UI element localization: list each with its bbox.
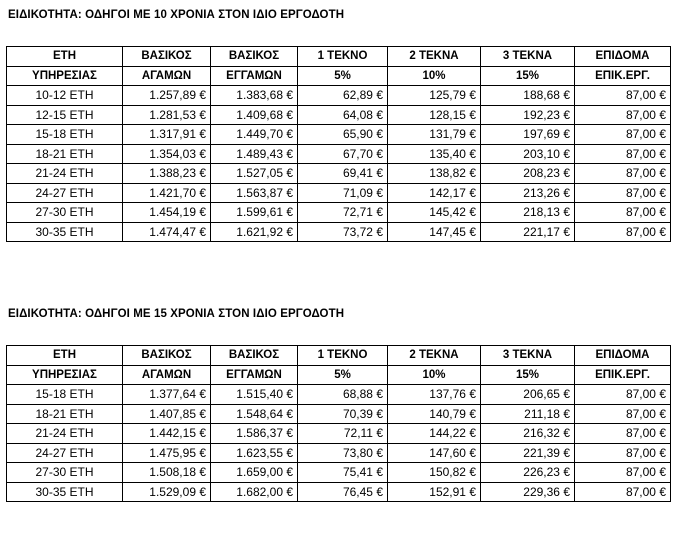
children-3-allowance-cell: 203,10 € [481,144,575,164]
years-of-service-cell: 30-35 ΕΤΗ [7,222,123,242]
hazard-allowance-cell: 87,00 € [575,424,671,444]
hazard-allowance-cell: 87,00 € [575,203,671,223]
column-header-years-of-service: ΕΤΗ [7,346,123,366]
years-of-service-cell: 30-35 ΕΤΗ [7,482,123,502]
basic-salary-married-cell: 1.515,40 € [211,385,298,405]
children-2-allowance-cell: 135,40 € [388,144,481,164]
basic-salary-single-cell: 1.508,18 € [123,463,211,483]
children-2-allowance-cell: 137,76 € [388,385,481,405]
basic-salary-single-cell: 1.454,19 € [123,203,211,223]
table-header-row [7,346,671,366]
column-header-basic-salary-married: ΒΑΣΙΚΟΣ [211,346,298,366]
child-1-allowance-cell: 72,11 € [298,424,388,444]
children-3-allowance-cell: 221,17 € [481,222,575,242]
basic-salary-single-cell: 1.281,53 € [123,105,211,125]
table-header-row [7,66,671,86]
basic-salary-married-cell: 1.586,37 € [211,424,298,444]
basic-salary-married-cell: 1.623,55 € [211,443,298,463]
table-row [7,203,671,223]
hazard-allowance-cell: 87,00 € [575,222,671,242]
child-1-allowance-cell: 64,08 € [298,105,388,125]
column-header-hazard-allowance: ΕΠΙΔΟΜΑ [575,346,671,366]
basic-salary-single-cell: 1.354,03 € [123,144,211,164]
basic-salary-single-cell: 1.377,64 € [123,385,211,405]
children-2-allowance-cell: 140,79 € [388,404,481,424]
children-2-allowance-cell: 125,79 € [388,86,481,106]
basic-salary-single-cell: 1.388,23 € [123,164,211,184]
hazard-allowance-cell: 87,00 € [575,164,671,184]
child-1-allowance-cell: 73,80 € [298,443,388,463]
basic-salary-married-cell: 1.599,61 € [211,203,298,223]
column-header-hazard-allowance: ΕΠΙΔΟΜΑ [575,47,671,67]
children-3-allowance-cell: 221,39 € [481,443,575,463]
children-2-allowance-cell: 144,22 € [388,424,481,444]
hazard-allowance-cell: 87,00 € [575,86,671,106]
table-row [7,443,671,463]
column-header-children-2-allowance: 2 ΤΕΚΝΑ [388,346,481,366]
table-row [7,86,671,106]
years-of-service-cell: 12-15 ΕΤΗ [7,105,123,125]
column-header-children-3-allowance: 15% [481,66,575,86]
column-header-children-3-allowance: 15% [481,365,575,385]
years-of-service-cell: 21-24 ΕΤΗ [7,424,123,444]
basic-salary-married-cell: 1.489,43 € [211,144,298,164]
salary-table [6,345,671,502]
basic-salary-married-cell: 1.682,00 € [211,482,298,502]
column-header-basic-salary-married: ΕΓΓΑΜΩΝ [211,365,298,385]
basic-salary-married-cell: 1.548,64 € [211,404,298,424]
column-header-basic-salary-married: ΒΑΣΙΚΟΣ [211,47,298,67]
children-3-allowance-cell: 211,18 € [481,404,575,424]
basic-salary-single-cell: 1.257,89 € [123,86,211,106]
child-1-allowance-cell: 75,41 € [298,463,388,483]
section-title: ΕΙΔΙΚΟΤΗΤΑ: ΟΔΗΓΟΙ ΜΕ 15 ΧΡΟΝΙΑ ΣΤΟΝ ΙΔΙΟ ΕΡΓΟΔΟΤΗ [8,308,345,320]
child-1-allowance-cell: 65,90 € [298,125,388,145]
basic-salary-single-cell: 1.475,95 € [123,443,211,463]
column-header-basic-salary-single: ΑΓΑΜΩΝ [123,365,211,385]
children-3-allowance-cell: 226,23 € [481,463,575,483]
basic-salary-married-cell: 1.621,92 € [211,222,298,242]
years-of-service-cell: 27-30 ΕΤΗ [7,203,123,223]
table-row [7,424,671,444]
years-of-service-cell: 15-18 ΕΤΗ [7,385,123,405]
hazard-allowance-cell: 87,00 € [575,463,671,483]
years-of-service-cell: 15-18 ΕΤΗ [7,125,123,145]
hazard-allowance-cell: 87,00 € [575,443,671,463]
column-header-child-1-allowance: 1 ΤΕΚΝΟ [298,47,388,67]
column-header-child-1-allowance: 5% [298,365,388,385]
basic-salary-married-cell: 1.563,87 € [211,183,298,203]
column-header-hazard-allowance: ΕΠΙΚ.ΕΡΓ. [575,66,671,86]
table-row [7,183,671,203]
column-header-children-2-allowance: 2 ΤΕΚΝΑ [388,47,481,67]
table-row [7,222,671,242]
table-row [7,404,671,424]
years-of-service-cell: 24-27 ΕΤΗ [7,443,123,463]
children-3-allowance-cell: 218,13 € [481,203,575,223]
basic-salary-single-cell: 1.529,09 € [123,482,211,502]
column-header-child-1-allowance: 1 ΤΕΚΝΟ [298,346,388,366]
years-of-service-cell: 10-12 ΕΤΗ [7,86,123,106]
child-1-allowance-cell: 69,41 € [298,164,388,184]
years-of-service-cell: 18-21 ΕΤΗ [7,144,123,164]
years-of-service-cell: 18-21 ΕΤΗ [7,404,123,424]
child-1-allowance-cell: 70,39 € [298,404,388,424]
column-header-child-1-allowance: 5% [298,66,388,86]
basic-salary-single-cell: 1.407,85 € [123,404,211,424]
column-header-hazard-allowance: ΕΠΙΚ.ΕΡΓ. [575,365,671,385]
children-2-allowance-cell: 147,60 € [388,443,481,463]
column-header-basic-salary-single: ΑΓΑΜΩΝ [123,66,211,86]
salary-table [6,46,671,242]
child-1-allowance-cell: 62,89 € [298,86,388,106]
table-row [7,385,671,405]
child-1-allowance-cell: 67,70 € [298,144,388,164]
section-title: ΕΙΔΙΚΟΤΗΤΑ: ΟΔΗΓΟΙ ΜΕ 10 ΧΡΟΝΙΑ ΣΤΟΝ ΙΔΙΟ ΕΡΓΟΔΟΤΗ [8,9,345,21]
children-2-allowance-cell: 152,91 € [388,482,481,502]
children-2-allowance-cell: 128,15 € [388,105,481,125]
basic-salary-single-cell: 1.317,91 € [123,125,211,145]
hazard-allowance-cell: 87,00 € [575,482,671,502]
column-header-years-of-service: ΥΠΗΡΕΣΙΑΣ [7,365,123,385]
basic-salary-married-cell: 1.659,00 € [211,463,298,483]
basic-salary-single-cell: 1.421,70 € [123,183,211,203]
children-2-allowance-cell: 150,82 € [388,463,481,483]
column-header-basic-salary-single: ΒΑΣΙΚΟΣ [123,346,211,366]
children-3-allowance-cell: 192,23 € [481,105,575,125]
hazard-allowance-cell: 87,00 € [575,105,671,125]
years-of-service-cell: 21-24 ΕΤΗ [7,164,123,184]
table-row [7,164,671,184]
children-3-allowance-cell: 188,68 € [481,86,575,106]
table-row [7,144,671,164]
table-header-row [7,365,671,385]
children-3-allowance-cell: 197,69 € [481,125,575,145]
table-row [7,482,671,502]
basic-salary-married-cell: 1.449,70 € [211,125,298,145]
column-header-children-3-allowance: 3 ΤΕΚΝΑ [481,47,575,67]
children-3-allowance-cell: 229,36 € [481,482,575,502]
column-header-years-of-service: ΥΠΗΡΕΣΙΑΣ [7,66,123,86]
children-2-allowance-cell: 147,45 € [388,222,481,242]
column-header-children-2-allowance: 10% [388,365,481,385]
hazard-allowance-cell: 87,00 € [575,183,671,203]
children-3-allowance-cell: 216,32 € [481,424,575,444]
children-3-allowance-cell: 208,23 € [481,164,575,184]
hazard-allowance-cell: 87,00 € [575,125,671,145]
child-1-allowance-cell: 72,71 € [298,203,388,223]
child-1-allowance-cell: 71,09 € [298,183,388,203]
table-row [7,463,671,483]
child-1-allowance-cell: 68,88 € [298,385,388,405]
column-header-children-2-allowance: 10% [388,66,481,86]
hazard-allowance-cell: 87,00 € [575,404,671,424]
years-of-service-cell: 24-27 ΕΤΗ [7,183,123,203]
basic-salary-married-cell: 1.409,68 € [211,105,298,125]
table-row [7,125,671,145]
column-header-children-3-allowance: 3 ΤΕΚΝΑ [481,346,575,366]
basic-salary-single-cell: 1.442,15 € [123,424,211,444]
children-2-allowance-cell: 131,79 € [388,125,481,145]
column-header-basic-salary-married: ΕΓΓΑΜΩΝ [211,66,298,86]
table-header-row [7,47,671,67]
children-2-allowance-cell: 142,17 € [388,183,481,203]
hazard-allowance-cell: 87,00 € [575,385,671,405]
table-row [7,105,671,125]
child-1-allowance-cell: 76,45 € [298,482,388,502]
children-2-allowance-cell: 138,82 € [388,164,481,184]
column-header-basic-salary-single: ΒΑΣΙΚΟΣ [123,47,211,67]
child-1-allowance-cell: 73,72 € [298,222,388,242]
children-2-allowance-cell: 145,42 € [388,203,481,223]
hazard-allowance-cell: 87,00 € [575,144,671,164]
years-of-service-cell: 27-30 ΕΤΗ [7,463,123,483]
basic-salary-single-cell: 1.474,47 € [123,222,211,242]
basic-salary-married-cell: 1.383,68 € [211,86,298,106]
children-3-allowance-cell: 206,65 € [481,385,575,405]
basic-salary-married-cell: 1.527,05 € [211,164,298,184]
column-header-years-of-service: ΕΤΗ [7,47,123,67]
children-3-allowance-cell: 213,26 € [481,183,575,203]
